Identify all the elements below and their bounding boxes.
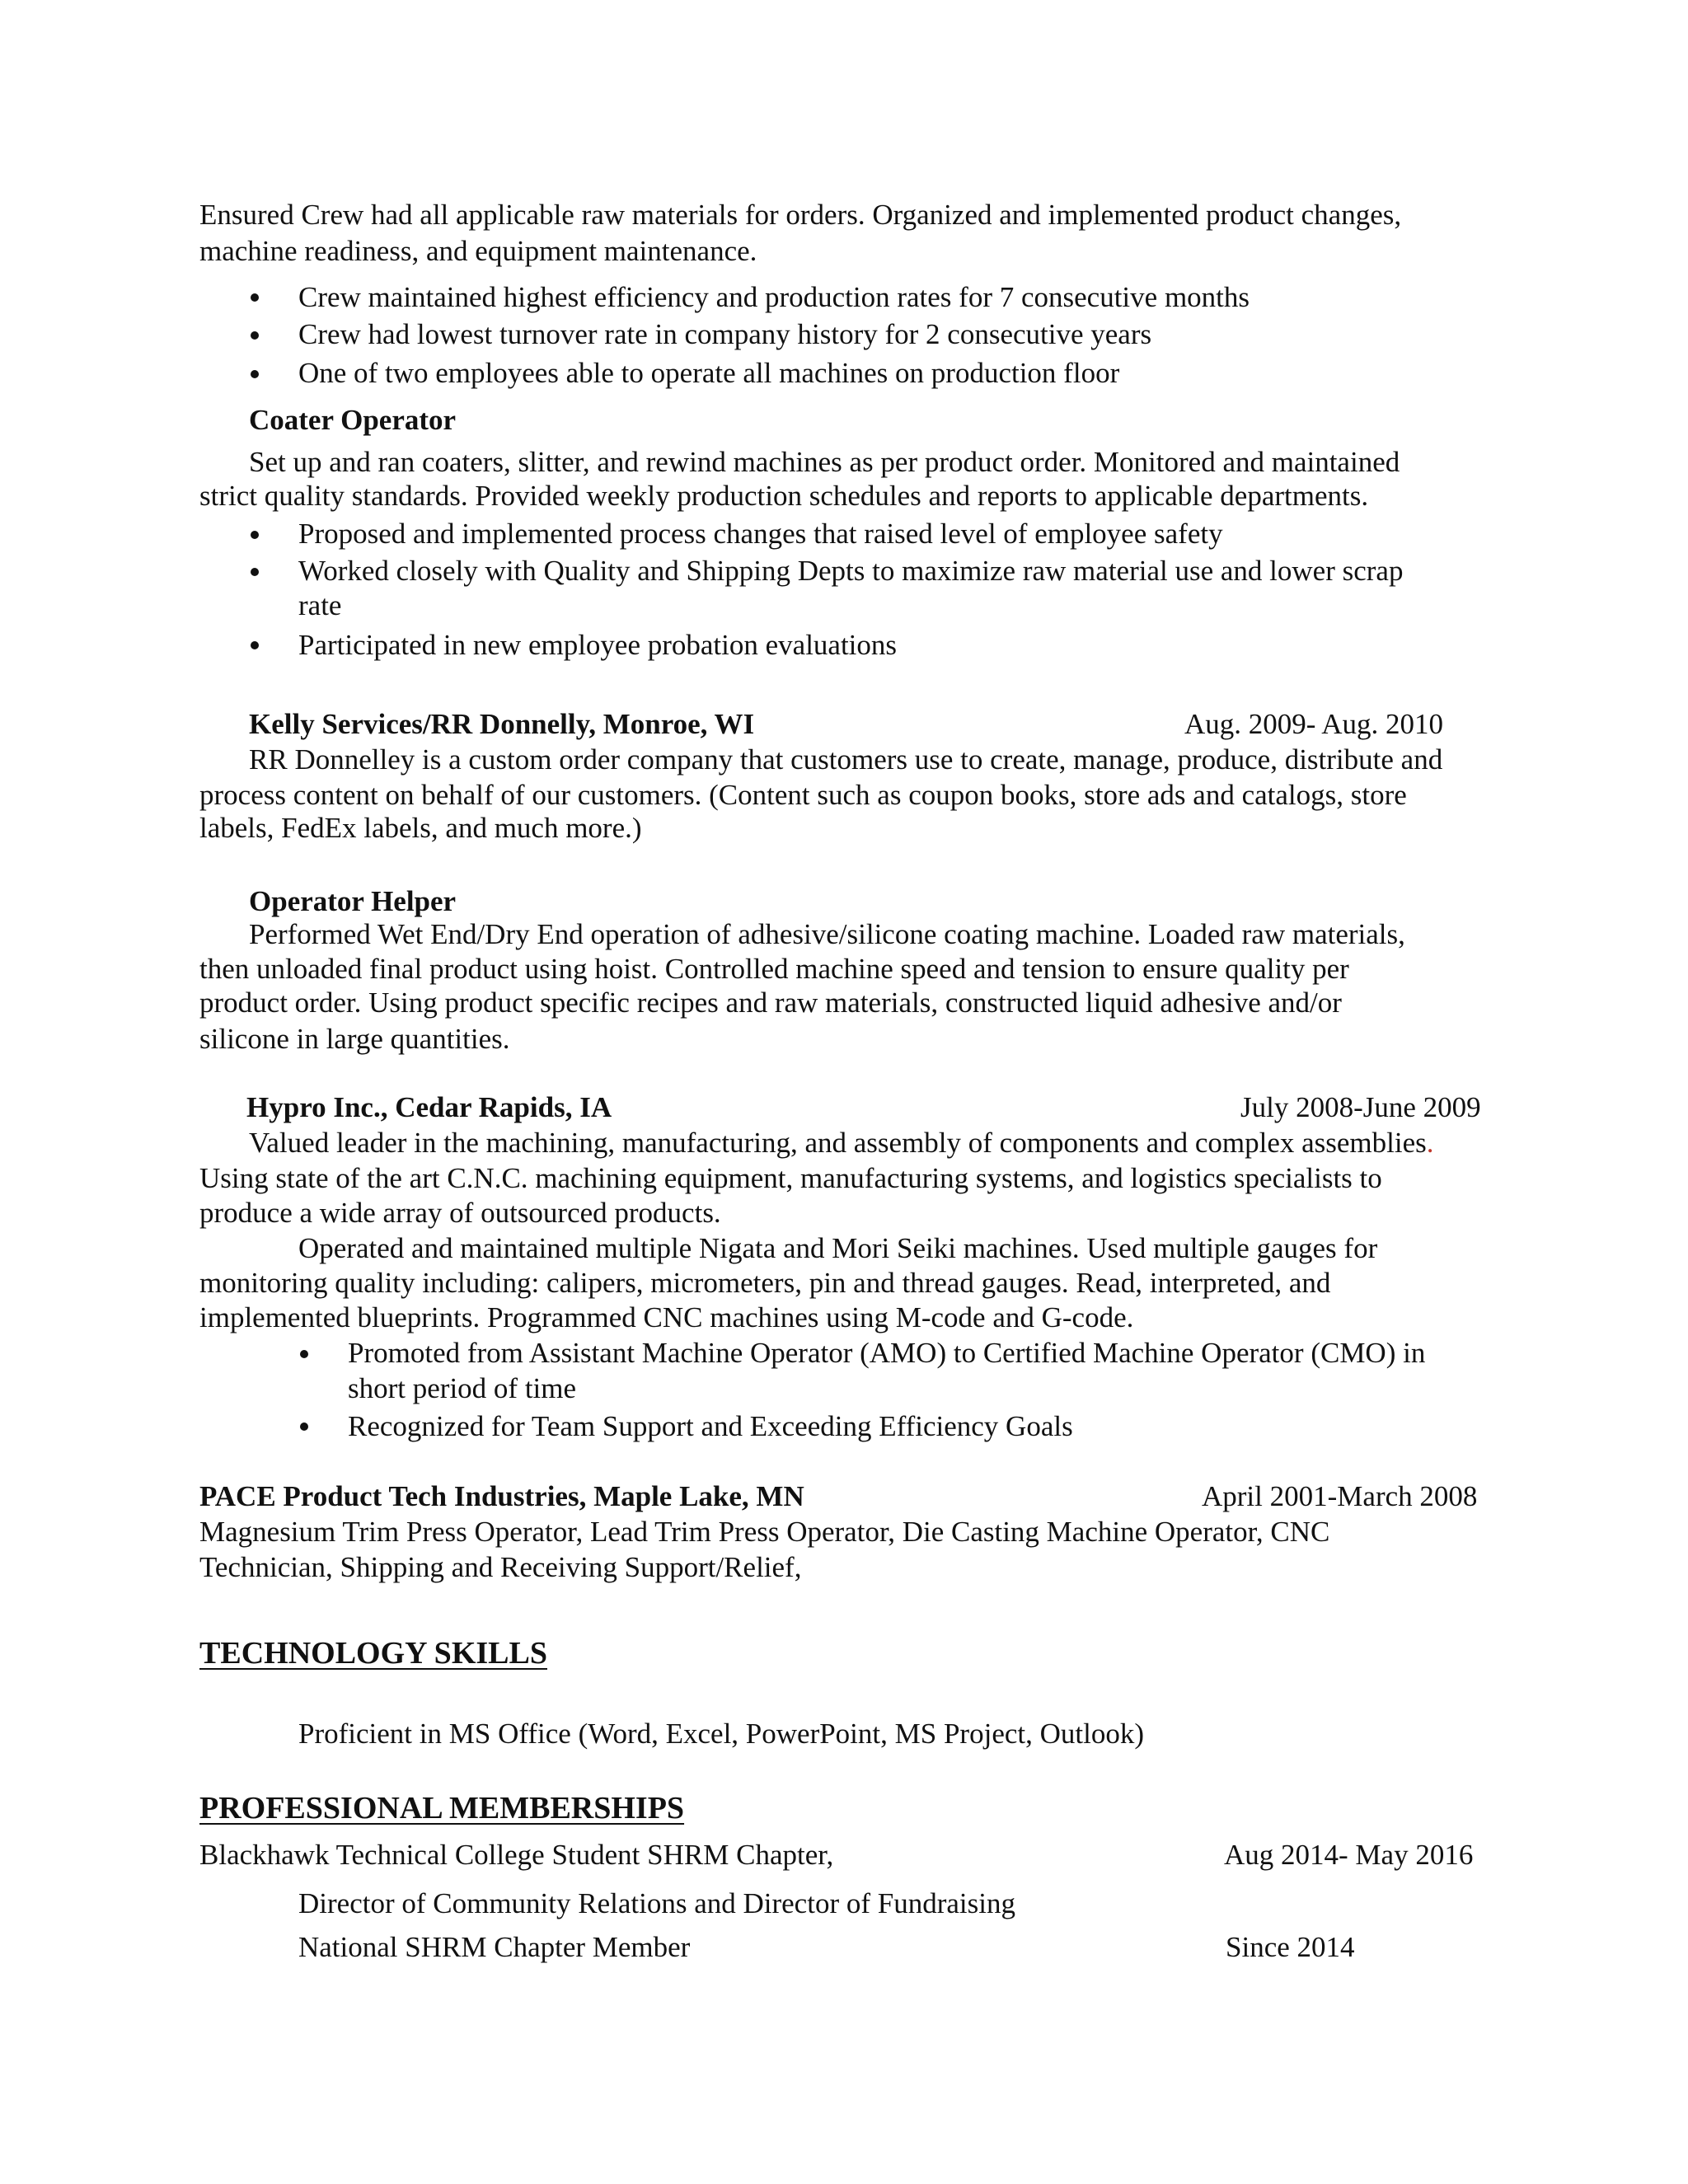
bullet-icon — [300, 1422, 308, 1431]
intro-line-2: machine readiness, and equipment maintenance. — [199, 235, 757, 267]
technology-skills-heading: TECHNOLOGY SKILLS — [199, 1636, 547, 1671]
coater-bullet-3: Participated in new employee probation evaluations — [298, 629, 898, 661]
bullet-icon — [251, 370, 259, 378]
kelly-company: Kelly Services/RR Donnelly, Monroe, WI — [249, 708, 755, 740]
coater-bullet-1: Proposed and implemented process changes that raised level of employee safety — [298, 518, 1223, 550]
hypro-line-6: implemented blueprints. Programmed CNC machines using M-code and G-code. — [199, 1301, 1134, 1333]
membership-national-dates: Since 2014 — [1226, 1931, 1355, 1963]
bullet-icon — [251, 531, 259, 539]
pace-line-1: Magnesium Trim Press Operator, Lead Trim Press Operator, Die Casting Machine Operator, CNC — [199, 1516, 1330, 1548]
kelly-dates: Aug. 2009- Aug. 2010 — [1184, 708, 1444, 740]
pace-dates: April 2001-March 2008 — [1202, 1480, 1478, 1512]
intro-bullet-2: Crew had lowest turnover rate in company history for 2 consecutive years — [298, 318, 1152, 350]
hypro-line-1 — [249, 1126, 1434, 1160]
technology-skills-line: Proficient in MS Office (Word, Excel, PowerPoint, MS Project, Outlook) — [298, 1718, 1144, 1750]
hypro-line-1-period: . — [1426, 1127, 1434, 1159]
hypro-bullet-1-cont: short period of time — [348, 1372, 577, 1404]
bullet-icon — [251, 568, 259, 576]
hypro-bullet-1: Promoted from Assistant Machine Operator (AMO) to Certified Machine Operator (CMO) in — [348, 1337, 1426, 1369]
intro-bullet-1: Crew maintained highest efficiency and production rates for 7 consecutive months — [298, 281, 1250, 313]
membership-org-dates: Aug 2014- May 2016 — [1224, 1839, 1474, 1871]
helper-line-3: product order. Using product specific recipes and raw materials, constructed liquid adhesive and/or — [199, 987, 1342, 1019]
bullet-icon — [251, 641, 259, 649]
intro-line-1: Ensured Crew had all applicable raw materials for orders. Organized and implemented product changes, — [199, 199, 1402, 231]
coater-bullet-2-cont: rate — [298, 589, 342, 621]
helper-line-4: silicone in large quantities. — [199, 1023, 510, 1055]
coater-title: Coater Operator — [249, 404, 457, 436]
helper-line-2: then unloaded final product using hoist. Controlled machine speed and tension to ensure quality per — [199, 953, 1349, 985]
membership-org: Blackhawk Technical College Student SHRM Chapter, — [199, 1839, 834, 1871]
bullet-icon — [251, 293, 259, 302]
hypro-bullet-2: Recognized for Team Support and Exceeding Efficiency Goals — [348, 1410, 1073, 1442]
hypro-line-3: produce a wide array of outsourced products. — [199, 1197, 721, 1229]
kelly-line-1: RR Donnelley is a custom order company that customers use to create, manage, produce, distribute and — [249, 743, 1443, 776]
hypro-line-5: monitoring quality including: calipers, micrometers, pin and thread gauges. Read, interpreted, and — [199, 1267, 1331, 1299]
professional-memberships-heading: PROFESSIONAL MEMBERSHIPS — [199, 1791, 685, 1825]
coater-line-2: strict quality standards. Provided weekly production schedules and reports to applicable departments. — [199, 480, 1369, 512]
bullet-icon — [251, 331, 259, 340]
hypro-dates: July 2008-June 2009 — [1240, 1091, 1481, 1123]
hypro-line-1-text: Valued leader in the machining, manufacturing, and assembly of components and complex assemblies — [249, 1127, 1427, 1159]
membership-role: Director of Community Relations and Director of Fundraising — [298, 1887, 1015, 1919]
coater-line-1: Set up and ran coaters, slitter, and rewind machines as per product order. Monitored and maintained — [249, 446, 1400, 478]
hypro-company: Hypro Inc., Cedar Rapids, IA — [246, 1091, 612, 1123]
hypro-line-2: Using state of the art C.N.C. machining equipment, manufacturing systems, and logistics specialists to — [199, 1162, 1382, 1194]
kelly-line-3: labels, FedEx labels, and much more.) — [199, 812, 642, 844]
hypro-line-4: Operated and maintained multiple Nigata and Mori Seiki machines. Used multiple gauges for — [298, 1232, 1378, 1264]
helper-title: Operator Helper — [249, 885, 457, 917]
bullet-icon — [300, 1350, 308, 1358]
intro-bullet-3: One of two employees able to operate all machines on production floor — [298, 357, 1120, 389]
coater-bullet-2: Worked closely with Quality and Shipping Depts to maximize raw material use and lower scrap — [298, 555, 1404, 587]
helper-line-1: Performed Wet End/Dry End operation of adhesive/silicone coating machine. Loaded raw materials, — [249, 918, 1405, 950]
kelly-line-2: process content on behalf of our customers. (Content such as coupon books, store ads and catalogs, store — [199, 779, 1407, 811]
pace-line-2: Technician, Shipping and Receiving Support/Relief, — [199, 1551, 802, 1583]
pace-company: PACE Product Tech Industries, Maple Lake, MN — [199, 1480, 804, 1512]
membership-national: National SHRM Chapter Member — [298, 1931, 691, 1963]
